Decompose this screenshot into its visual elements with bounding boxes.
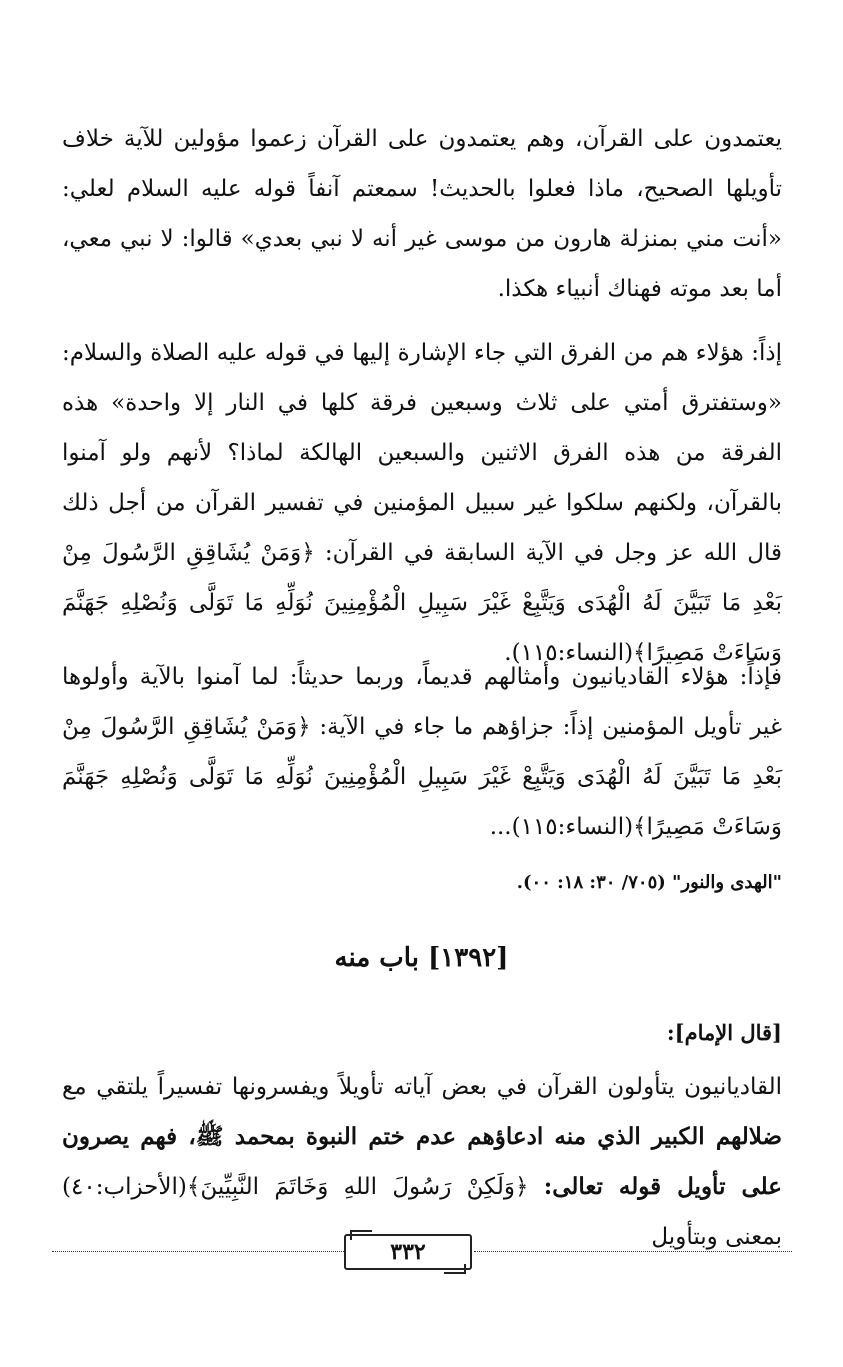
- paragraph-3: فإذاً: هؤلاء القاديانيون وأمثالهم قديماً، وربما حديثاً: لما آمنوا بالآية وأولوها غير تأويل المؤمنين إذاً: جزاؤهم ما جاء في الآية: ﴿وَمَنْ يُشَاقِقِ الرَّسُولَ مِنْ بَعْدِ مَا تَبَيَّنَ لَهُ الْهُدَى وَيَتَّبِعْ غَيْرَ سَبِيلِ الْمُؤْمِنِينَ نُوَلِّهِ مَا تَوَلَّى وَنُصْلِهِ جَهَنَّمَ وَسَاءَتْ مَصِيرًا﴾(النساء:١١٥)...: [62, 664, 782, 840]
- paragraph-4-text-b: ﴿وَلَكِنْ رَسُولَ اللهِ وَخَاتَمَ النَّبِيِّينَ﴾(الأحزاب:٤٠) بمعنى وبتأويل: [62, 1174, 782, 1250]
- footer-rule-right: [474, 1251, 792, 1252]
- paragraph-2: إذاً: هؤلاء هم من الفرق التي جاء الإشارة إليها في قوله عليه الصلاة والسلام: «وستفترق أمتي على ثلاث وسبعين فرقة كلها في النار إلا واحدة» هذه الفرقة من هذه الفرق الاثنين والسبعين الهالكة لماذا؟ لأنهم ولو آمنوا بالقرآن، ولكنهم سلكوا غير سبيل المؤمنين في تفسير القرآن من أجل ذلك قال الله عز وجل في الآية السابقة في القرآن: ﴿وَمَنْ يُشَاقِقِ الرَّسُولَ مِنْ بَعْدِ مَا تَبَيَّنَ لَهُ الْهُدَى وَيَتَّبِعْ غَيْرَ سَبِيلِ الْمُؤْمِنِينَ نُوَلِّهِ مَا تَوَلَّى وَنُصْلِهِ جَهَنَّمَ وَسَاءَتْ مَصِيرًا﴾(النساء:١١٥).: [62, 340, 782, 666]
- paragraph-4: [62, 1062, 782, 1262]
- page-number-frame: [344, 1234, 472, 1270]
- page-number: ٣٣٢: [390, 1239, 426, 1265]
- source-citation: "الهدى والنور" (٧٠٥/ ٣٠: ١٨: ٠٠).: [516, 872, 782, 893]
- paragraph-4-bold-text: ضلالهم الكبير الذي منه ادعاؤهم عدم ختم النبوة بمحمد ﷺ، فهم يصرون على تأويل قوله تعالى:: [62, 1123, 782, 1200]
- paragraph-4-text-a: القاديانيون يتأولون القرآن في بعض آياته تأويلاً ويفسرونها تفسيراً يلتقي مع: [62, 1074, 782, 1100]
- footer-rule-left: [52, 1251, 344, 1252]
- imam-label: [قال الإمام]:: [666, 1020, 782, 1045]
- paragraph-1: يعتمدون على القرآن، وهم يعتمدون على القرآن زعموا مؤولين للآية خلاف تأويلها الصحيح، ماذا فعلوا بالحديث! سمعتم آنفاً قوله عليه السلام لعلي: «أنت مني بمنزلة هارون من موسى غير أنه لا نبي بعدي» قالوا: لا نبي معي، أما بعد موته فهناك أنبياء هكذا.: [62, 126, 782, 302]
- chapter-heading: [١٣٩٢] باب منه: [334, 943, 509, 973]
